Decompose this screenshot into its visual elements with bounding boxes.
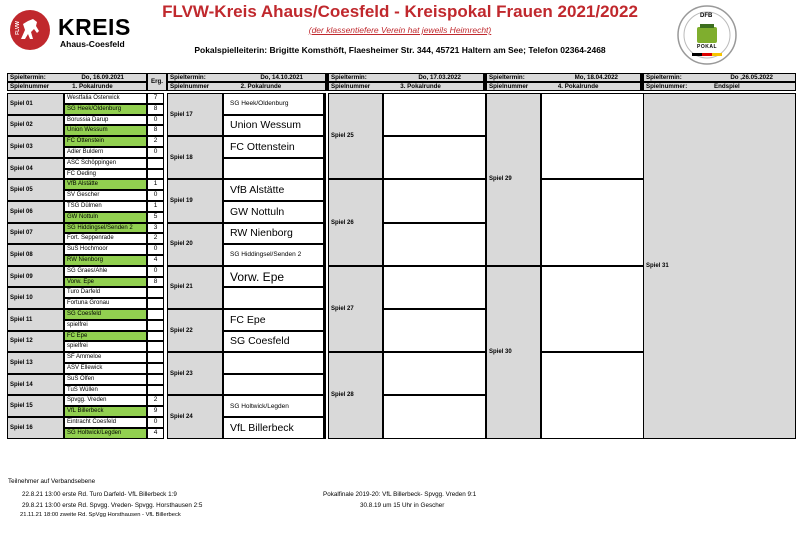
round-name: 1. Pokalrunde [72,83,113,90]
round-1-erg-header: Erg. [147,73,167,91]
nummer-label: Spielnummer [331,83,371,90]
score-cell [324,158,326,180]
home-team: Turo Darfeld [64,287,147,298]
away-team: SV Gescher [64,190,147,201]
notes-line-2: 29.8.21 13:00 erste Rd. Spvgg. Vreden- Spvgg. Horsthausen 2:5 [22,502,203,509]
round-2-nummer [167,82,326,91]
round-2-termin [167,73,326,82]
home-team: SG Holtwick/Legden [223,395,324,417]
away-score: 8 [147,104,164,115]
match-label: Spiel 22 [167,309,223,352]
round-1-termin [7,73,147,82]
away-score: 9 [147,406,164,417]
round-name: 2. Pokalrunde [240,83,282,90]
away-score [147,385,164,396]
home-team: Eintracht Coesfeld [64,417,147,428]
match-label: Spiel 25 [328,93,383,179]
page-subtitle: (der klassentiefere Verein hat jeweils Heimrecht) [308,25,492,35]
match-label: Spiel 11 [7,309,64,331]
away-score: 2 [147,233,164,244]
round-4-termin [486,73,641,82]
round-3-nummer [328,82,484,91]
round-1-nummer [7,82,147,91]
round-5-nummer [643,82,796,91]
home-team: SuS Hochmoor [64,244,147,255]
score-cell [324,352,326,374]
away-team: VfL Billerbeck [64,406,147,417]
away-team: SG Holtwick/Legden [64,428,147,439]
away-score [147,320,164,331]
away-team: SG Coesfeld [223,331,324,353]
match-label: Spiel 14 [7,374,64,396]
match-label: Spiel 03 [7,136,64,158]
away-team: VfL Billerbeck [223,417,324,439]
home-score: 0 [147,417,164,428]
away-team: Adler Buldern [64,147,147,158]
home-score: 1 [147,201,164,212]
termin-label: Spieltermin: [170,74,206,81]
home-slot [541,93,645,179]
away-score: 5 [147,212,164,223]
away-score: 0 [147,147,164,158]
termin-date: Do, 17.03.2022 [418,74,461,81]
score-cell [324,179,326,201]
match-label: Spiel 27 [328,266,383,352]
nummer-label: Spielnummer [489,83,529,90]
logo-text: KREIS [58,14,131,40]
logo-subtext: Ahaus-Coesfeld [60,39,125,49]
notes-line-3: 21.11.21 18:00 zweite Rd. SpVgg Horsthausen - VfL Billerbeck [20,512,181,518]
match-label: Spiel 24 [167,395,223,438]
away-team: TuS Wüllen [64,385,147,396]
page-title: FLVW-Kreis Ahaus/Coesfeld - Kreispokal Frauen 2021/2022 [162,2,638,21]
home-score [147,352,164,363]
home-team: VfB Alstätte [223,179,324,201]
away-team [223,287,324,309]
score-cell [324,115,326,137]
round-name: 3. Pokalrunde [400,83,441,90]
termin-date: Do, 14.10.2021 [260,74,303,81]
away-team: Union Wessum [223,115,324,137]
home-team: SG Hiddingsel/Senden 2 [64,223,147,234]
away-score: 8 [147,277,164,288]
final-label: Spiel 31 [643,93,796,439]
away-team: SG Hiddingsel/Senden 2 [223,244,324,266]
away-team: Union Wessum [64,125,147,136]
match-label: Spiel 30 [486,266,541,439]
home-slot [541,266,645,352]
home-score: 7 [147,93,164,104]
score-cell [324,201,326,223]
away-score [147,298,164,309]
away-team: spielfrei [64,320,147,331]
home-score [147,309,164,320]
away-slot [383,136,486,179]
away-score [147,341,164,352]
home-score: 0 [147,244,164,255]
notes-line-1: 22.8.21 13:00 erste Rd. Turo Darfeld- VfL Billerbeck 1:9 [22,491,177,498]
home-team: ASC Schöppingen [64,158,147,169]
match-label: Spiel 02 [7,115,64,137]
termin-label: Spieltermin: [646,74,682,81]
termin-label: Spieltermin: [331,74,367,81]
match-label: Spiel 20 [167,223,223,266]
round-3-termin [328,73,484,82]
away-team: FC Oeding [64,169,147,180]
round-name: Endspiel [713,83,740,90]
round-5-termin [643,73,796,82]
notes-heading: Teilnehmer auf Verbandsebene [8,478,96,485]
home-team: FC Epe [64,331,147,342]
away-slot [541,352,645,438]
match-label: Spiel 10 [7,287,64,309]
match-label: Spiel 18 [167,136,223,179]
away-team: Vorw. Epe [64,277,147,288]
home-score: 0 [147,266,164,277]
away-team: ASV Ellewick [64,363,147,374]
away-team: spielfrei [64,341,147,352]
round-name: 4. Pokalrunde [557,83,599,90]
score-cell [324,395,326,417]
away-slot [383,309,486,352]
home-team [223,352,324,374]
away-team: Fortuna Gronau [64,298,147,309]
home-score: 0 [147,115,164,126]
away-slot [383,395,486,438]
match-label: Spiel 04 [7,158,64,180]
match-label: Spiel 17 [167,93,223,136]
score-cell [324,223,326,245]
away-team: Fort. Seppenrade [64,233,147,244]
match-label: Spiel 06 [7,201,64,223]
home-team: VfB Alstätte [64,179,147,190]
kreis-logo-badge [10,10,50,50]
contact-info: Pokalspielleiterin: Brigitte Komsthöft, Flaesheimer Str. 344, 45721 Haltern am See; Telefon 02364-2468 [194,45,606,55]
nummer-label: Spielnummer: [646,83,688,90]
match-label: Spiel 09 [7,266,64,288]
termin-date: Do ,26.05.2022 [730,74,773,81]
away-score: 8 [147,125,164,136]
home-team: TSG Dülmen [64,201,147,212]
match-label: Spiel 05 [7,179,64,201]
home-team: SF Ammeloe [64,352,147,363]
home-team: Borussia Darup [64,115,147,126]
match-label: Spiel 16 [7,417,64,439]
away-team: GW Nottuln [223,201,324,223]
termin-label: Spieltermin: [489,74,525,81]
home-team: SuS Olfen [64,374,147,385]
home-score: 1 [147,179,164,190]
away-score: 4 [147,255,164,266]
round-4-nummer [486,82,641,91]
termin-label: Spieltermin: [10,74,46,81]
home-team: FC Epe [223,309,324,331]
score-cell [324,287,326,309]
away-team: GW Nottuln [64,212,147,223]
score-cell [324,309,326,331]
previous-final-venue: 30.8.19 um 15 Uhr in Gescher [360,502,445,509]
home-score: 3 [147,223,164,234]
away-score: 4 [147,428,164,439]
score-cell [324,331,326,353]
home-team: Vorw. Epe [223,266,324,288]
home-team: Westfalia Osterwick [64,93,147,104]
dfb-pokal-seal [676,4,738,66]
home-score [147,158,164,169]
seal-top-text: DFB [700,13,713,19]
home-score [147,374,164,385]
score-cell [324,374,326,396]
home-team: SG Coesfeld [64,309,147,320]
home-team: Spvgg. Vreden [64,395,147,406]
score-cell [324,93,326,115]
logo-badge-text: FLVW [14,21,21,35]
home-score [147,287,164,298]
away-team: RW Nienborg [64,255,147,266]
home-slot [383,352,486,395]
match-label: Spiel 12 [7,331,64,353]
score-cell [324,244,326,266]
score-cell [324,417,326,439]
home-score: 2 [147,395,164,406]
match-label: Spiel 23 [167,352,223,395]
match-label: Spiel 01 [7,93,64,115]
match-label: Spiel 07 [7,223,64,245]
match-label: Spiel 26 [328,179,383,265]
score-cell [324,136,326,158]
nummer-label: Spielnummer [10,83,50,90]
home-slot [383,266,486,309]
home-team: SG Heek/Oldenburg [223,93,324,115]
home-slot [383,179,486,222]
home-score: 2 [147,136,164,147]
termin-date: Mo, 18.04.2022 [574,74,618,81]
score-cell [324,266,326,288]
away-team [223,374,324,396]
away-slot [541,179,645,265]
termin-date: Do, 16.09.2021 [81,74,124,81]
match-label: Spiel 21 [167,266,223,309]
home-team: SG Graes/Ahle [64,266,147,277]
seal-bottom-text: POKAL [697,44,717,50]
match-label: Spiel 29 [486,93,541,266]
away-team: SG Heek/Oldenburg [64,104,147,115]
away-score [147,169,164,180]
home-team: RW Nienborg [223,223,324,245]
previous-final: Pokalfinale 2019-20: VfL Billerbeck- Spvgg. Vreden 9:1 [323,491,477,498]
away-slot [383,223,486,266]
away-team [223,158,324,180]
match-label: Spiel 08 [7,244,64,266]
home-slot [383,93,486,136]
match-label: Spiel 19 [167,179,223,222]
nummer-label: Spielnummer [170,83,210,90]
home-score [147,331,164,342]
away-score: 0 [147,190,164,201]
match-label: Spiel 28 [328,352,383,438]
match-label: Spiel 15 [7,395,64,417]
away-score [147,363,164,374]
match-label: Spiel 13 [7,352,64,374]
home-team: FC Ottenstein [223,136,324,158]
home-team: FC Ottenstein [64,136,147,147]
